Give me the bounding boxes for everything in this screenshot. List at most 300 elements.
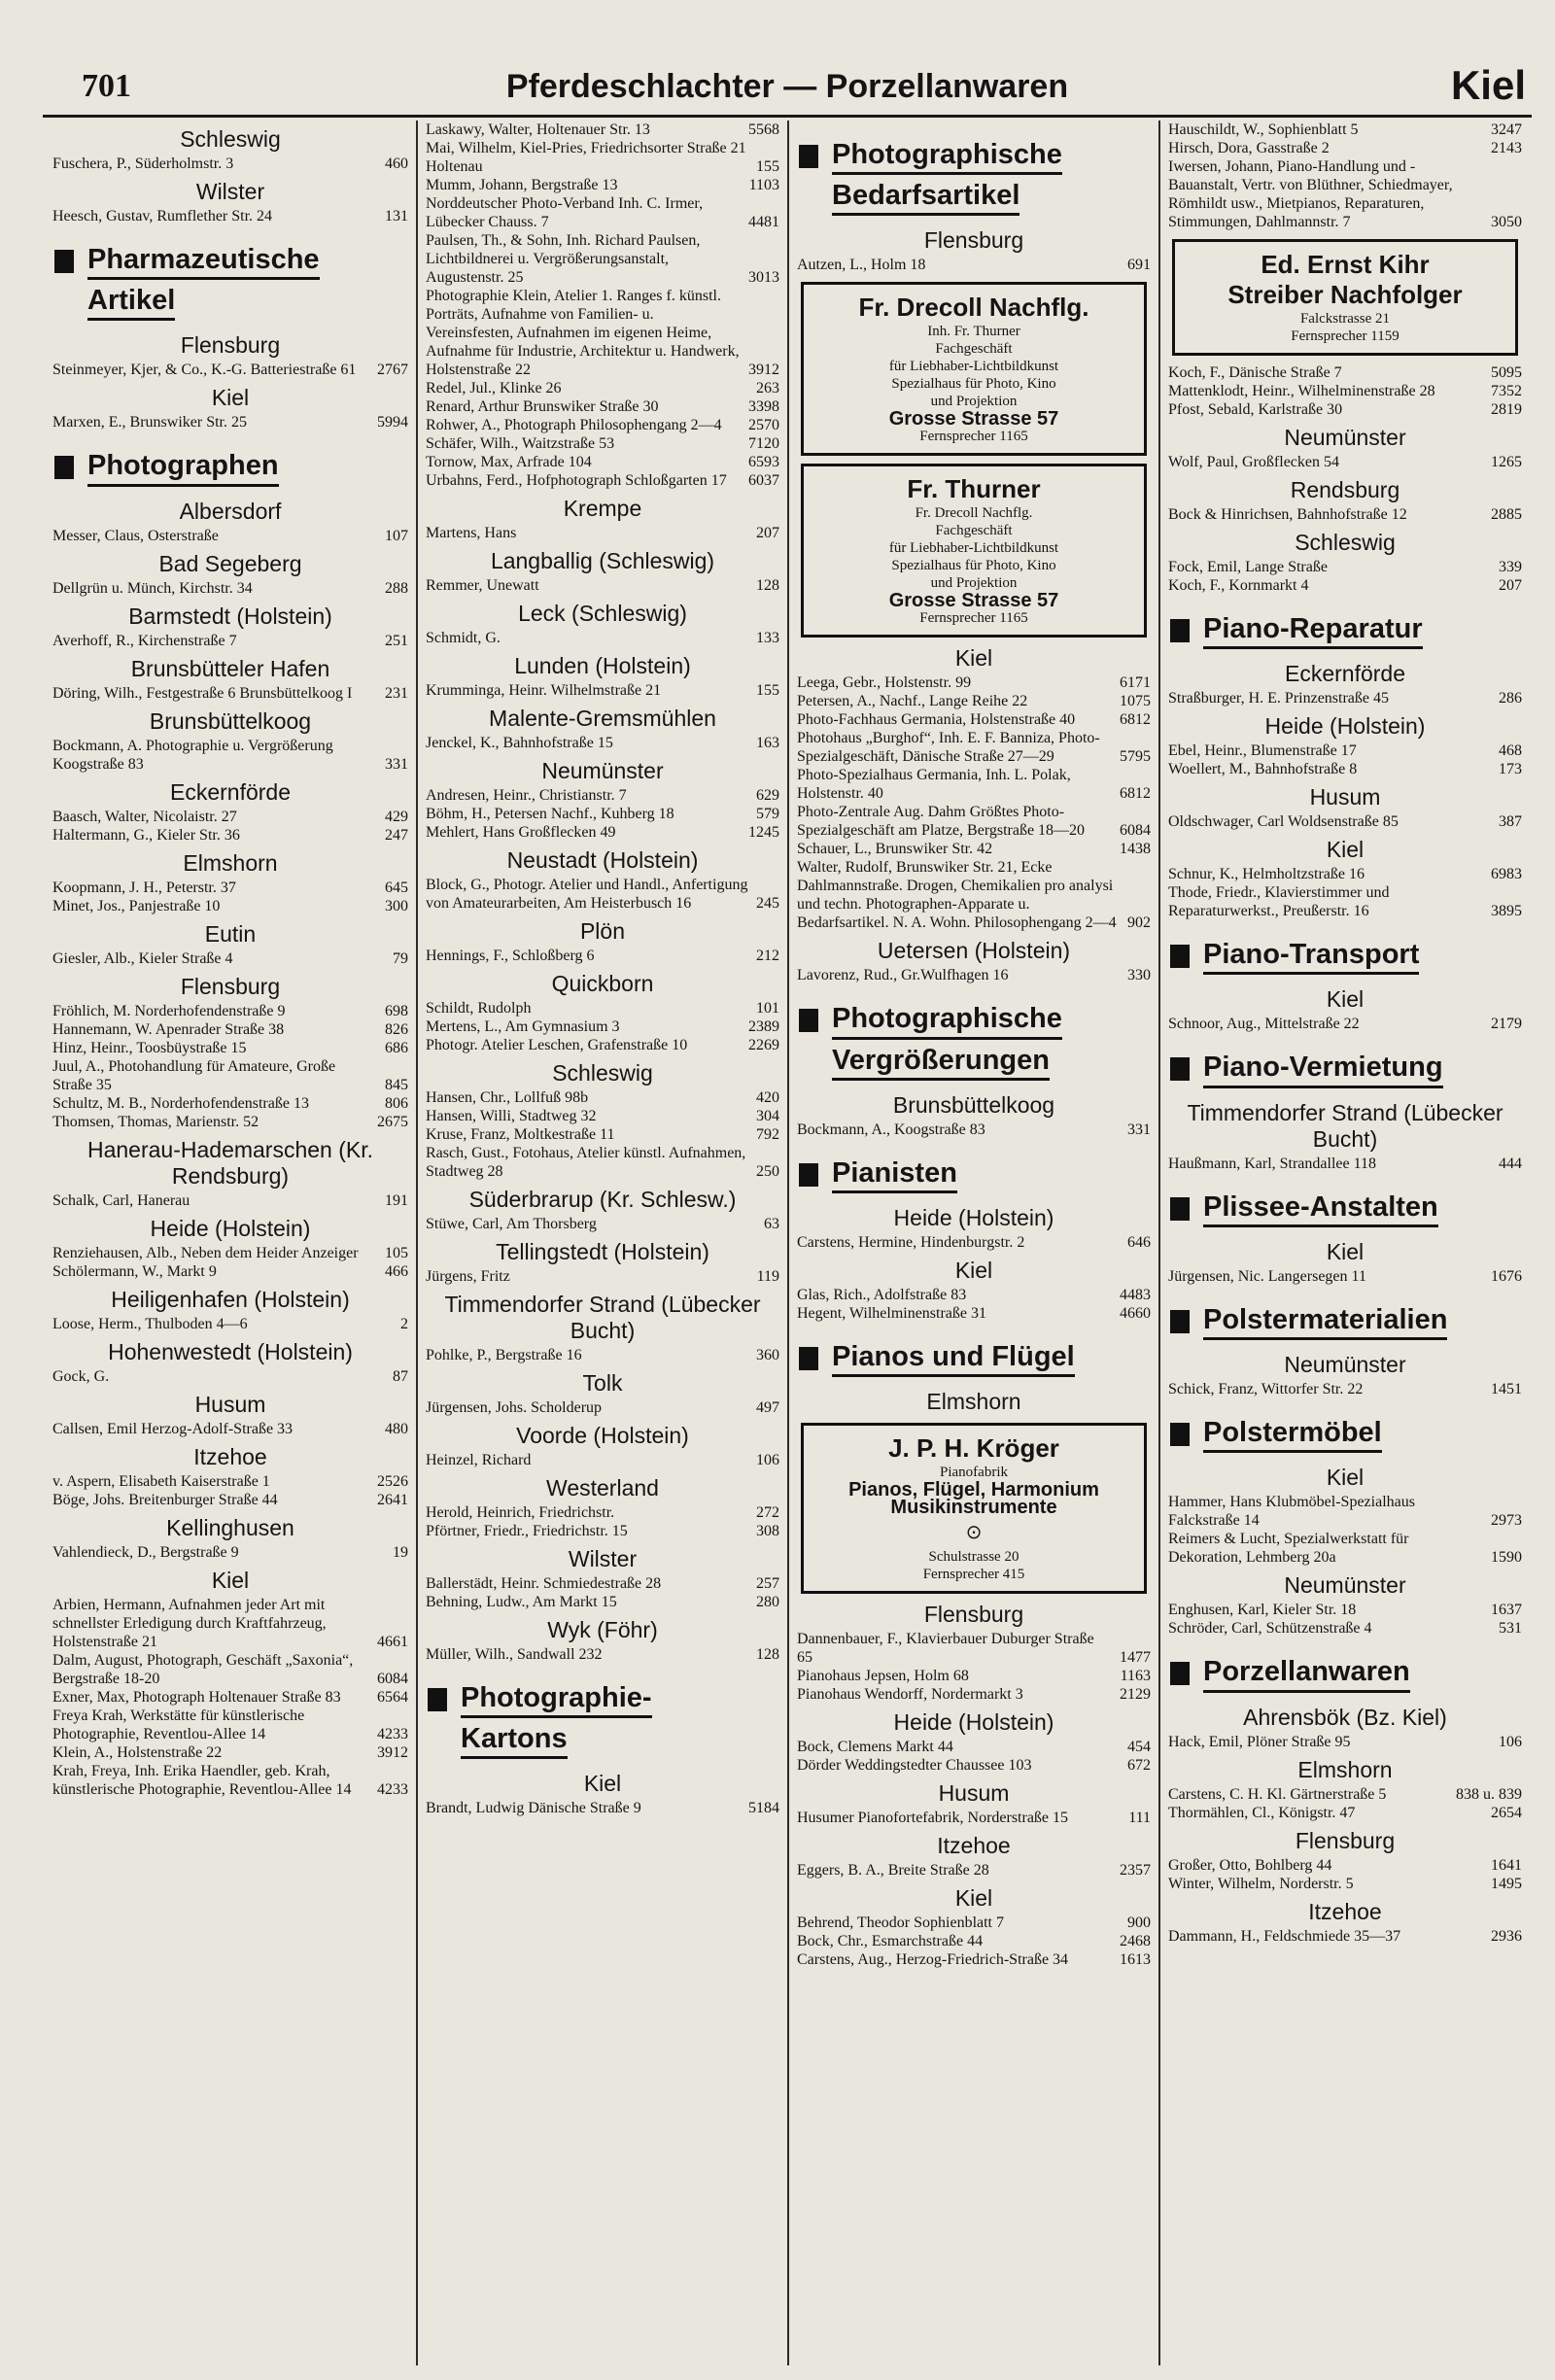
category-lines: [461, 1681, 652, 1763]
category-title: Pianos und Flügel: [832, 1340, 1075, 1377]
entry-name: Koopmann, J. H., Peterstr. 37: [52, 879, 236, 896]
directory-entry: [426, 823, 779, 842]
place-heading: Kiel: [1326, 1465, 1365, 1491]
entry-phone: 2936: [1491, 1927, 1522, 1945]
directory-entry: [797, 673, 1151, 692]
ad-title: J. P. H. Kröger: [888, 1433, 1059, 1464]
entry-name: Hannemann, W. Apenrader Straße 38: [52, 1020, 285, 1038]
directory-entry: [1168, 1619, 1522, 1638]
entry-phone: 1495: [1491, 1875, 1522, 1892]
entry-name: Bock, Chr., Esmarchstraße 44: [797, 1933, 984, 1950]
entry-phone: 6812: [1120, 711, 1151, 729]
entry-name: Carstens, C. H. Kl. Gärtnerstraße 5: [1168, 1785, 1387, 1803]
place-heading: Quickborn: [551, 971, 654, 996]
directory-entry: [797, 1304, 1151, 1323]
entry-phone: 2819: [1491, 401, 1522, 418]
directory-entry: [52, 1315, 408, 1333]
directory-entry: [52, 1596, 408, 1651]
entry-name: Photographie Klein, Atelier 1. Ranges f. künstl. Porträts, Aufnahme von Familien- u. Vereinsfesten, Aufnahmen im eigenen Heime, Aufnahme für Industrie, Architektur u. Handwerk, Holstenstraße 22: [426, 288, 740, 378]
directory-entry: [52, 1367, 408, 1386]
entry-phone: 629: [756, 787, 779, 804]
entry-phone: 3247: [1491, 121, 1522, 138]
entry-name: Leega, Gebr., Holstenstr. 99: [797, 674, 972, 692]
entry-phone: 2143: [1491, 140, 1522, 156]
category-lines: [1203, 612, 1423, 653]
directory-entry: [52, 1094, 408, 1113]
place-heading: Barmstedt (Holstein): [128, 603, 332, 629]
place-heading: Lunden (Holstein): [514, 653, 691, 678]
directory-entry: [426, 453, 779, 471]
entry-name: Husumer Pianofortefabrik, Norderstraße 15: [797, 1810, 1069, 1827]
entry-phone: 1163: [1120, 1668, 1151, 1685]
entry-name: Hirsch, Dora, Gasstraße 2: [1168, 140, 1330, 156]
place-heading: Kiel: [211, 385, 250, 411]
entry-name: Hansen, Chr., Lollfuß 98b: [426, 1089, 589, 1106]
directory-entry: [426, 629, 779, 647]
entry-name: Jürgensen, Nic. Langersegen 11: [1168, 1267, 1366, 1285]
ad-title: Fr. Thurner: [907, 474, 1041, 504]
place-heading: Uetersen (Holstein): [877, 938, 1071, 964]
entry-phone: 2: [400, 1315, 408, 1332]
entry-name: Fock, Emil, Lange Straße: [1168, 559, 1328, 575]
entry-name: Steinmeyer, Kjer, & Co., K.-G. Batteriestraße 61: [52, 362, 357, 379]
category-square-icon: [54, 456, 74, 479]
entry-phone: 2179: [1491, 1016, 1522, 1033]
category-lines: [832, 1340, 1075, 1381]
entry-phone: 6564: [377, 1688, 408, 1706]
entry-phone: 133: [756, 630, 779, 646]
place-heading: Heide (Holstein): [893, 1205, 1054, 1231]
entry-name: Haußmann, Karl, Strandallee 118: [1168, 1155, 1377, 1172]
place-heading: Süderbrarup (Kr. Schlesw.): [468, 1187, 737, 1212]
directory-entry: [426, 947, 779, 965]
place-heading: Kiel: [583, 1771, 622, 1797]
entry-name: Thormählen, Cl., Königstr. 47: [1168, 1804, 1356, 1821]
directory-entry: [1168, 157, 1522, 231]
place-heading: Kiel: [954, 645, 993, 672]
entry-name: Rasch, Gust., Fotohaus, Atelier künstl. Aufnahmen, Stadtweg 28: [426, 1145, 746, 1180]
entry-name: Photo-Zentrale Aug. Dahm Größtes Photo-Spezialgeschäft am Platze, Bergstraße 18—20: [797, 804, 1086, 840]
place-heading: Schleswig: [1295, 530, 1396, 555]
directory-entry: [1168, 689, 1522, 707]
category-title: Piano-Transport: [1203, 938, 1419, 975]
directory-entry: [426, 1645, 779, 1664]
entry-phone: 107: [385, 527, 408, 544]
place-heading: Kiel: [211, 1567, 250, 1593]
columns: [45, 121, 1530, 2365]
entry-name: Müller, Wilh., Sandwall 232: [426, 1646, 603, 1663]
entry-name: Schölermann, W., Markt 9: [52, 1262, 217, 1280]
category-lines: [87, 243, 320, 325]
entry-name: Haltermann, G., Kieler Str. 36: [52, 826, 240, 844]
directory-entry: [1168, 1015, 1522, 1033]
directory-entry: [797, 256, 1151, 274]
entry-name: Mattenklodt, Heinr., Wilhelminenstraße 28: [1168, 383, 1435, 399]
directory-entry: [1168, 139, 1522, 157]
entry-phone: 2885: [1491, 506, 1522, 523]
entry-name: Mertens, L., Am Gymnasium 3: [426, 1018, 620, 1035]
entry-name: Schröder, Carl, Schützenstraße 4: [1168, 1620, 1372, 1638]
place-heading: Neustadt (Holstein): [506, 847, 699, 873]
directory-entry: [426, 121, 779, 139]
place-heading: Heide (Holstein): [893, 1709, 1054, 1736]
entry-phone: 119: [756, 1268, 779, 1285]
entry-phone: 6812: [1120, 785, 1151, 803]
directory-entry: [426, 805, 779, 823]
place-heading: Flensburg: [180, 973, 281, 999]
directory-entry: [1168, 1733, 1522, 1751]
entry-name: Schmidt, G.: [426, 630, 501, 646]
entry-name: Martens, Hans: [426, 525, 517, 541]
entry-phone: 2654: [1491, 1804, 1522, 1821]
entry-name: Paulsen, Th., & Sohn, Inh. Richard Paulsen, Lichtbildnerei u. Vergrößerungsanstalt, Augustenstr. 25: [426, 232, 701, 286]
entry-phone: 6593: [748, 454, 779, 470]
entry-name: Urbahns, Ferd., Hofphotograph Schloßgarten 17: [426, 472, 727, 489]
directory-entry: [426, 379, 779, 397]
place-heading: Tolk: [582, 1370, 623, 1396]
ad-line: Spezialhaus für Photo, Kino: [891, 558, 1056, 574]
entry-phone: 838 u. 839: [1456, 1785, 1522, 1803]
entry-phone: 806: [385, 1094, 408, 1112]
directory-entry: [797, 710, 1151, 729]
directory-entry: [1168, 1155, 1522, 1173]
entry-name: Block, G., Photogr. Atelier und Handl., Anfertigung von Amateurarbeiten, Am Heisterbusch 16: [426, 877, 748, 912]
entry-name: Remmer, Unewatt: [426, 577, 539, 594]
directory-entry: [426, 434, 779, 453]
ad-subtitle: Streiber Nachfolger: [1227, 280, 1463, 309]
entry-name: Mehlert, Hans Großflecken 49: [426, 824, 616, 841]
category-lines: [1203, 1190, 1438, 1231]
entry-name: Hansen, Willi, Stadtweg 32: [426, 1108, 597, 1124]
directory-entry: [52, 413, 408, 431]
place-heading: Albersdorf: [179, 498, 282, 524]
entry-name: Fröhlich, M. Norderhofendenstraße 9: [52, 1002, 286, 1019]
directory-entry: [52, 155, 408, 173]
directory-entry: [1168, 1856, 1522, 1875]
place-heading: Voorde (Holstein): [516, 1423, 689, 1448]
category-square-icon: [799, 1347, 818, 1370]
directory-entry: [797, 1233, 1151, 1252]
entry-name: Dannenbauer, F., Klavierbauer Duburger Straße 65: [797, 1631, 1094, 1667]
entry-name: Messer, Claus, Osterstraße: [52, 527, 219, 544]
entry-phone: 2357: [1120, 1862, 1151, 1880]
entry-name: Schultz, M. B., Norderhofendenstraße 13: [52, 1094, 309, 1112]
directory-entry: [52, 1762, 408, 1799]
directory-entry: [426, 1451, 779, 1469]
entry-name: Giesler, Alb., Kieler Straße 4: [52, 949, 233, 967]
directory-entry: [426, 876, 779, 913]
category-lines: [832, 138, 1062, 220]
ad-ornament-icon: ⊙: [965, 1522, 983, 1544]
directory-entry: [1168, 121, 1522, 139]
category-title: Plissee-Anstalten: [1203, 1190, 1438, 1227]
category-title: Piano-Reparatur: [1203, 612, 1423, 649]
entry-name: Stüwe, Carl, Am Thorsberg: [426, 1216, 597, 1232]
entry-phone: 245: [756, 895, 779, 912]
entry-phone: 3912: [748, 362, 779, 378]
entry-phone: 902: [1127, 914, 1151, 932]
entry-name: Döring, Wilh., Festgestraße 6 Brunsbüttelkoog I: [52, 684, 353, 702]
ad-line: Fernsprecher 415: [922, 1567, 1025, 1583]
entry-name: Ebel, Heinr., Blumenstraße 17: [1168, 742, 1357, 760]
entry-name: Jenckel, K., Bahnhofstraße 15: [426, 735, 613, 751]
place-heading: Tellingstedt (Holstein): [496, 1239, 709, 1264]
place-heading: Plön: [579, 918, 626, 944]
place-heading: Husum: [194, 1391, 266, 1417]
entry-phone: 280: [756, 1594, 779, 1610]
entry-name: Redel, Jul., Klinke 26: [426, 380, 562, 397]
directory-entry: [797, 1630, 1151, 1667]
entry-phone: 460: [385, 155, 408, 172]
entry-phone: 6037: [748, 472, 779, 489]
entry-name: Böge, Johs. Breitenburger Straße 44: [52, 1491, 278, 1508]
entry-phone: 101: [756, 1000, 779, 1017]
place-heading: Kellinghusen: [166, 1514, 294, 1540]
category-lines: [1203, 1416, 1382, 1457]
entry-phone: 263: [756, 380, 779, 397]
directory-entry: [797, 729, 1151, 766]
column-4: [1158, 121, 1530, 2365]
category-heading: [1168, 612, 1522, 653]
entry-name: Exner, Max, Photograph Holtenauer Straße 83: [52, 1688, 341, 1706]
entry-name: Hammer, Hans Klubmöbel-Spezialhaus Falckstraße 14: [1168, 1494, 1415, 1530]
category-square-icon: [799, 145, 818, 168]
directory-entry: [1168, 576, 1522, 595]
entry-name: Bock & Hinrichsen, Bahnhofstraße 12: [1168, 506, 1407, 523]
directory-entry: [52, 1191, 408, 1210]
category-heading: [1168, 1051, 1522, 1091]
entry-phone: 3912: [377, 1743, 408, 1761]
place-heading: Langballig (Schleswig): [490, 548, 715, 573]
directory-entry: [1168, 1380, 1522, 1398]
place-heading: Kiel: [1326, 986, 1365, 1013]
directory-entry: [52, 1543, 408, 1562]
entry-name: Dammann, H., Feldschmiede 35—37: [1168, 1927, 1401, 1945]
directory-entry: [797, 1932, 1151, 1950]
directory-entry: [426, 397, 779, 416]
directory-entry: [1168, 742, 1522, 760]
place-heading: Elmshorn: [183, 849, 278, 876]
directory-entry: [426, 471, 779, 490]
entry-name: Pfost, Sebald, Karlstraße 30: [1168, 401, 1343, 418]
entry-name: Schnoor, Aug., Mittelstraße 22: [1168, 1016, 1360, 1033]
directory-entry: [426, 1267, 779, 1286]
entry-name: Lavorenz, Rud., Gr.Wulfhagen 16: [797, 967, 1009, 984]
entry-name: Bockmann, A. Photographie u. Vergrößerung Koogstraße 83: [52, 737, 333, 773]
directory-entry: [52, 632, 408, 650]
entry-phone: 2468: [1120, 1933, 1151, 1950]
ad-line: Inh. Fr. Thurner: [927, 324, 1020, 340]
entry-phone: 330: [1127, 967, 1151, 984]
entry-name: Ballerstädt, Heinr. Schmiedestraße 28: [426, 1575, 662, 1592]
entry-phone: 131: [385, 208, 408, 224]
place-heading: Husum: [938, 1780, 1010, 1807]
category-heading: [426, 1681, 779, 1763]
entry-phone: 1676: [1491, 1267, 1522, 1285]
entry-name: Böhm, H., Petersen Nachf., Kuhberg 18: [426, 806, 674, 822]
place-heading: Neumünster: [1284, 1352, 1406, 1378]
directory-entry: [797, 966, 1151, 984]
directory-entry: [52, 949, 408, 968]
entry-phone: 251: [385, 632, 408, 649]
entry-name: Dörder Weddingstedter Chaussee 103: [797, 1757, 1032, 1775]
directory-entry: [52, 1244, 408, 1262]
entry-name: Dalm, August, Photograph, Geschäft „Saxonia“, Bergstraße 18-20: [52, 1651, 354, 1687]
entry-name: Hauschildt, W., Sophienblatt 5: [1168, 121, 1359, 138]
category-title: Pharmazeutische: [87, 243, 320, 280]
directory-entry: [797, 1121, 1151, 1139]
entry-name: Iwersen, Johann, Piano-Handlung und -Bauanstalt, Vertr. von Blüthner, Schiedmayer, Römhildt usw., Mietpianos, Reparaturen, Stimmungen, Dahlmannstr. 7: [1168, 158, 1453, 230]
place-heading: Flensburg: [1295, 1827, 1396, 1853]
entry-name: Loose, Herm., Thulboden 4—6: [52, 1315, 248, 1332]
entry-phone: 2570: [748, 417, 779, 433]
category-square-icon: [54, 250, 74, 273]
category-square-icon: [1170, 1662, 1190, 1685]
entry-phone: 5095: [1491, 364, 1522, 381]
entry-phone: 845: [385, 1076, 408, 1093]
header-city: Kiel: [1450, 62, 1526, 108]
category-title: Bedarfsartikel: [832, 179, 1019, 216]
directory-entry: [426, 1503, 779, 1522]
entry-name: Carstens, Hermine, Hindenburgstr. 2: [797, 1234, 1025, 1252]
category-title: Artikel: [87, 284, 175, 321]
entry-phone: 288: [385, 579, 408, 597]
category-lines: [1203, 938, 1419, 979]
place-heading: Kiel: [1326, 1238, 1365, 1264]
ad-line: Fernsprecher 1159: [1291, 328, 1400, 344]
column-2: [416, 121, 787, 2365]
entry-name: Photogr. Atelier Leschen, Grafenstraße 10: [426, 1037, 688, 1053]
directory-entry: [426, 1799, 779, 1817]
entry-phone: 1637: [1491, 1602, 1522, 1619]
entry-name: Straßburger, H. E. Prinzenstraße 45: [1168, 690, 1390, 707]
directory-entry: [52, 1743, 408, 1762]
entry-name: Schäfer, Wilh., Waitzstraße 53: [426, 435, 615, 452]
directory-entry: [797, 803, 1151, 840]
directory-entry: [52, 1057, 408, 1094]
directory-entry: [426, 1593, 779, 1611]
place-heading: Wyk (Föhr): [547, 1617, 658, 1642]
entry-phone: 111: [1128, 1810, 1151, 1827]
entry-phone: 645: [385, 879, 408, 896]
entry-name: Photo-Spezialhaus Germania, Inh. L. Polak, Holstenstr. 40: [797, 767, 1071, 803]
category-title: Photographie-: [461, 1681, 652, 1718]
directory-entry: [426, 416, 779, 434]
category-heading: [797, 1002, 1151, 1084]
directory-entry: [426, 1036, 779, 1054]
category-square-icon: [428, 1688, 447, 1711]
category-heading: [1168, 1416, 1522, 1457]
place-heading: Neumünster: [1284, 1572, 1406, 1599]
directory-entry: [426, 734, 779, 752]
entry-name: Carstens, Aug., Herzog-Friedrich-Straße 34: [797, 1951, 1069, 1969]
entry-phone: 4233: [377, 1725, 408, 1742]
category-title: Polstermöbel: [1203, 1416, 1382, 1453]
directory-entry: [797, 1861, 1151, 1880]
entry-name: Renziehausen, Alb., Neben dem Heider Anzeiger: [52, 1244, 359, 1261]
entry-phone: 308: [756, 1523, 779, 1539]
entry-phone: 900: [1127, 1914, 1151, 1932]
entry-phone: 106: [1499, 1733, 1522, 1750]
entry-phone: 331: [385, 755, 408, 773]
directory-entry: [52, 1472, 408, 1491]
ad-footer: Fernsprecher 1165: [919, 429, 1028, 445]
directory-entry: [426, 1125, 779, 1144]
entry-phone: 1265: [1491, 454, 1522, 470]
entry-phone: 531: [1499, 1620, 1522, 1638]
ad-line: Falckstrasse 21: [1299, 311, 1391, 327]
entry-name: Renard, Arthur Brunswiker Straße 30: [426, 398, 659, 415]
entry-phone: 3398: [748, 398, 779, 415]
place-heading: Hanerau-Hademarschen (Kr. Rendsburg): [86, 1136, 374, 1189]
entry-name: Kruse, Franz, Moltkestraße 11: [426, 1126, 615, 1143]
entry-name: Autzen, L., Holm 18: [797, 257, 926, 274]
category-lines: [87, 449, 279, 490]
entry-name: Wolf, Paul, Großflecken 54: [1168, 454, 1339, 470]
entry-phone: 454: [1127, 1739, 1151, 1756]
entry-name: Brandt, Ludwig Dänische Straße 9: [426, 1800, 641, 1817]
directory-entry: [797, 1950, 1151, 1969]
directory-entry: [52, 808, 408, 826]
directory-entry: [426, 1088, 779, 1107]
directory-entry: [52, 1688, 408, 1707]
ad-line: Fachgeschäft: [935, 523, 1013, 539]
directory-entry: [797, 692, 1151, 710]
entry-phone: 331: [1127, 1121, 1151, 1138]
entry-phone: 429: [385, 808, 408, 825]
entry-name: Schalk, Carl, Hanerau: [52, 1191, 190, 1209]
entry-name: v. Aspern, Elisabeth Kaiserstraße 1: [52, 1472, 270, 1490]
entry-name: Reimers & Lucht, Spezialwerkstatt für Dekoration, Lehmberg 20a: [1168, 1531, 1409, 1567]
directory-entry: [52, 527, 408, 545]
category-title: Piano-Vermietung: [1203, 1051, 1443, 1087]
directory-entry: [426, 1215, 779, 1233]
entry-name: Woellert, M., Bahnhofstraße 8: [1168, 761, 1358, 778]
entry-phone: 5568: [748, 121, 779, 138]
entry-phone: 304: [756, 1108, 779, 1124]
directory-entry: [1168, 1804, 1522, 1822]
place-heading: Neumünster: [541, 758, 664, 783]
advertisement-box: [801, 464, 1147, 638]
category-title: Photographen: [87, 449, 279, 486]
directory-entry: [797, 840, 1151, 858]
entry-name: Laskawy, Walter, Holtenauer Str. 13: [426, 121, 650, 138]
entry-phone: 6084: [377, 1670, 408, 1687]
entry-name: Koch, F., Kornmarkt 4: [1168, 577, 1309, 594]
place-heading: Timmendorfer Strand (Lübecker Bucht): [1187, 1099, 1503, 1152]
category-square-icon: [1170, 1423, 1190, 1446]
directory-entry: [1168, 812, 1522, 831]
entry-name: Hegent, Wilhelminenstraße 31: [797, 1305, 987, 1323]
entry-name: Jürgens, Fritz: [426, 1268, 510, 1285]
entry-name: Heinzel, Richard: [426, 1452, 532, 1468]
category-lines: [832, 1002, 1062, 1084]
place-heading: Husum: [1309, 784, 1381, 811]
place-heading: Wilster: [195, 179, 265, 204]
place-heading: Flensburg: [180, 332, 281, 359]
entry-phone: 339: [1499, 559, 1522, 575]
ad-line: Spezialhaus für Photo, Kino: [891, 376, 1056, 393]
entry-phone: 2269: [748, 1037, 779, 1053]
entry-name: Rohwer, A., Photograph Philosophengang 2—4: [426, 417, 722, 433]
place-heading: Brunsbüttelkoog: [149, 707, 312, 734]
entry-phone: 4481: [748, 214, 779, 230]
entry-phone: 497: [756, 1399, 779, 1416]
entry-phone: 1590: [1491, 1549, 1522, 1567]
ad-line: für Liebhaber-Lichtbildkunst: [888, 540, 1059, 557]
entry-name: Petersen, A., Nachf., Lange Reihe 22: [797, 693, 1028, 710]
advertisement-box: [1172, 239, 1518, 356]
